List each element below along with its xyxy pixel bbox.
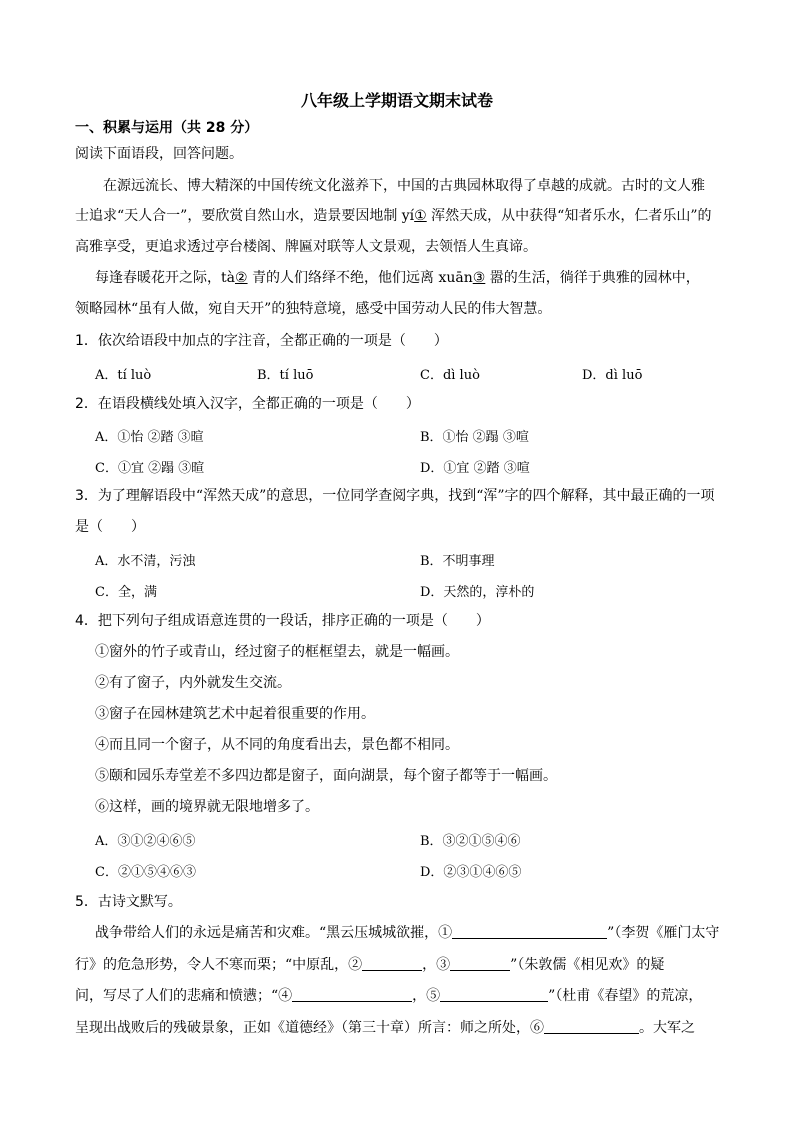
option-b[interactable]: B．③②①⑤④⑥ (420, 834, 521, 849)
sentence: ③窗子在园林建筑艺术中起着很重要的作用。 (95, 706, 375, 722)
option-c[interactable]: C．②①⑤④⑥③ (95, 865, 196, 880)
passage-line: 每逢春暖花开之际，tà② 青的人们络绎不绝，他们远离 xuān③ 嚣的生活，徜徉于典雅的园林中， (95, 270, 700, 286)
question-3-cont: 是（ ） (75, 519, 145, 535)
option-b[interactable]: B．①怡 ②蹋 ③喧 (420, 430, 529, 445)
passage-line: 领略园林“虽有人做，宛自天开”的独特意境，感受中国劳动人民的伟大智慧。 (75, 301, 552, 317)
exam-title: 八年级上学期语文期末试卷 (300, 91, 493, 110)
blank-3: ③ (472, 270, 486, 286)
fill-blank-4[interactable] (292, 987, 412, 1002)
sentence: ⑥这样，画的境界就无限地增多了。 (95, 799, 319, 815)
passage-line: 高雅享受，更追求透过亭台楼阁、牌匾对联等人文景观，去领悟人生真谛。 (75, 239, 537, 255)
option-d[interactable]: D．②③①④⑥⑤ (420, 865, 522, 880)
sentence: ①窗外的竹子或青山，经过窗子的框框望去，就是一幅画。 (95, 644, 459, 660)
sentence: ②有了窗子，内外就发生交流。 (95, 675, 291, 691)
section-heading: 一、积累与运用（共 28 分） (75, 120, 259, 136)
option-a[interactable]: A．③①②④⑥⑤ (95, 834, 196, 849)
recitation-line: 呈现出战败后的残破景象，正如《道德经》（第三十章）所言：师之所处，⑥ 。大军之 (75, 1020, 695, 1036)
passage-line: 在源远流长、博大精深的中国传统文化滋养下，中国的古典园林取得了卓越的成就。古时的文人雅 (103, 178, 705, 194)
question-4: 4．把下列句子组成语意连贯的一段话，排序正确的一项是（ ） (75, 613, 490, 629)
option-c[interactable]: C．全，满 (95, 585, 157, 600)
recitation-line: 战争带给人们的永远是痛苦和灾难。“黑云压城城欲摧，① ”（李贺《雁门太守 (95, 925, 720, 941)
sentence: ④而且同一个窗子，从不同的角度看出去，景色都不相同。 (95, 737, 459, 753)
fill-blank-5[interactable] (440, 987, 548, 1002)
passage-line: 士追求“天人合一”，要欣赏自然山水，造景要因地制 yí① 浑然天成，从中获得“知者乐水，仁者乐山”的 (75, 208, 712, 224)
option-a[interactable]: A．tí luò (95, 368, 152, 383)
option-a[interactable]: A．水不清，污浊 (95, 554, 196, 569)
option-d[interactable]: D．①宜 ②踏 ③喧 (420, 461, 530, 476)
question-2: 2．在语段横线处填入汉字，全都正确的一项是（ ） (75, 396, 420, 412)
option-d[interactable]: D．天然的，淳朴的 (420, 585, 535, 600)
option-c[interactable]: C．①宜 ②蹋 ③暄 (95, 461, 205, 476)
fill-blank-3[interactable] (450, 956, 510, 971)
blank-2: ② (234, 270, 248, 286)
question-3: 3．为了理解语段中“浑然天成”的意思，一位同学查阅字典，找到“浑”字的四个解释，其中最正确的一项 (75, 488, 715, 504)
sentence: ⑤颐和园乐寿堂差不多四边都是窗子，面向湖景，每个窗子都等于一幅画。 (95, 768, 557, 784)
question-5: 5．古诗文默写。 (75, 894, 182, 910)
option-c[interactable]: C．dì luò (420, 368, 480, 383)
blank-1: ① (414, 208, 427, 224)
option-d[interactable]: D．dì luō (582, 368, 643, 383)
fill-blank-6[interactable] (544, 1019, 639, 1034)
recitation-line: 行》的危急形势，令人不寒而栗；“中原乱，② ，③ ”（朱敦儒《相见欢》的疑 (75, 957, 665, 973)
option-b[interactable]: B．tí luō (257, 368, 314, 383)
fill-blank-1[interactable] (452, 924, 607, 939)
option-b[interactable]: B．不明事理 (420, 554, 495, 569)
option-a[interactable]: A．①怡 ②踏 ③暄 (95, 430, 204, 445)
reading-instruction: 阅读下面语段，回答问题。 (75, 146, 243, 162)
fill-blank-2[interactable] (362, 956, 422, 971)
recitation-line: 问，写尽了人们的悲痛和愤懑；“④ ，⑤ ”（杜甫《春望》的荒凉， (75, 988, 703, 1004)
question-1: 1．依次给语段中加点的字注音，全都正确的一项是（ ） (75, 333, 448, 349)
